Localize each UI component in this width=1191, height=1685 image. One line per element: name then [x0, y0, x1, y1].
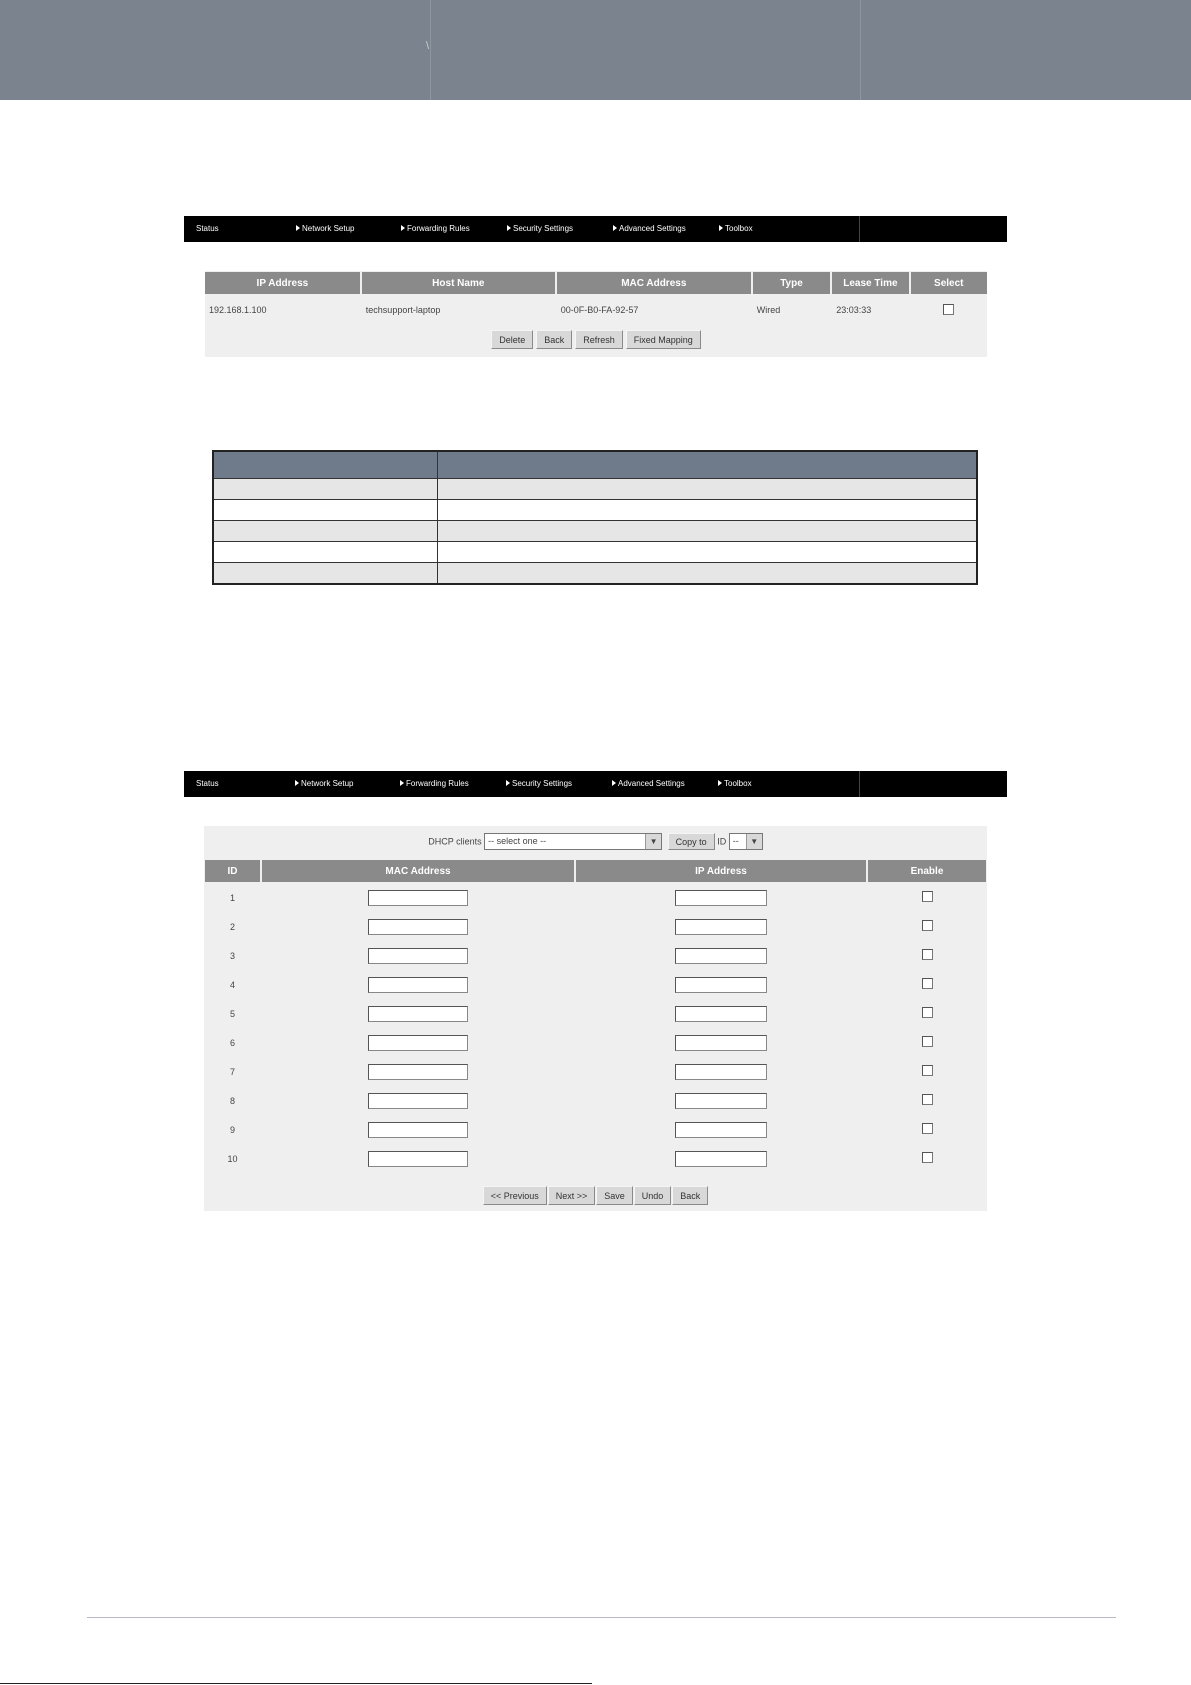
table-row	[205, 1116, 986, 1143]
previous-button[interactable]: << Previous	[483, 1186, 547, 1205]
next-button[interactable]: Next >>	[548, 1186, 596, 1205]
cell-id: 5	[229, 1008, 235, 1019]
dhcp-clients-select-value: -- select one --	[488, 836, 547, 846]
table-row	[205, 1087, 986, 1114]
delete-button[interactable]: Delete	[491, 330, 533, 349]
mac-address-input[interactable]	[368, 1064, 468, 1080]
cell-type: Wired	[756, 305, 781, 315]
cell-id: 9	[229, 1124, 235, 1135]
enable-checkbox[interactable]	[922, 978, 933, 989]
enable-checkbox[interactable]	[922, 1036, 933, 1047]
spec-cell	[437, 563, 977, 585]
spec-cell	[437, 521, 977, 542]
table-row	[205, 1058, 986, 1085]
spec-cell	[213, 563, 437, 585]
enable-checkbox[interactable]	[922, 891, 933, 902]
arrow-right-icon	[296, 225, 300, 231]
spec-cell	[213, 479, 437, 500]
column-header-ip-address: IP Address	[576, 860, 866, 882]
table-row	[205, 1029, 986, 1056]
spec-row	[213, 521, 977, 542]
ip-address-input[interactable]	[675, 1122, 767, 1138]
cell-enable	[868, 884, 986, 911]
column-header-host-name: Host Name	[362, 272, 555, 294]
select-checkbox[interactable]	[943, 304, 954, 315]
enable-checkbox[interactable]	[922, 949, 933, 960]
table-row	[205, 1145, 986, 1172]
arrow-right-icon	[295, 780, 299, 786]
cell-id: 8	[229, 1095, 235, 1106]
cell-mac-address	[262, 1087, 574, 1114]
ip-address-input[interactable]	[675, 1035, 767, 1051]
dhcp-clients-table	[203, 270, 989, 326]
spec-cell	[437, 479, 977, 500]
id-label: ID	[717, 836, 727, 847]
cell-mac-address	[262, 1058, 574, 1085]
mac-address-input[interactable]	[368, 977, 468, 993]
cell-id: 10	[227, 1153, 238, 1164]
table-row	[205, 1000, 986, 1027]
enable-checkbox[interactable]	[922, 920, 933, 931]
table-row	[205, 884, 986, 911]
column-header-ip-address: IP Address	[205, 272, 360, 294]
nav-item-forwarding-rules[interactable]: Forwarding Rules	[400, 771, 469, 797]
cell-select	[911, 296, 987, 324]
arrow-right-icon	[507, 225, 511, 231]
mac-address-input[interactable]	[368, 1006, 468, 1022]
ip-address-input[interactable]	[675, 1064, 767, 1080]
spec-row	[213, 563, 977, 585]
nav-bar	[184, 771, 1007, 797]
dhcp-clients-label: DHCP clients	[428, 836, 482, 847]
cell-ip-address	[576, 971, 866, 998]
column-header-select: Select	[911, 272, 987, 294]
cell-id: 4	[229, 979, 235, 990]
id-select-value: --	[732, 836, 739, 846]
table-row	[205, 296, 987, 324]
column-header-lease-time: Lease Time	[832, 272, 908, 294]
cell-mac-address	[262, 1000, 574, 1027]
cell-ip-address	[576, 1000, 866, 1027]
nav-item-toolbox[interactable]: Toolbox	[719, 216, 753, 242]
nav-bar	[184, 216, 1007, 242]
cell-ip-address	[576, 884, 866, 911]
copy-toolbar	[204, 833, 987, 853]
mac-address-input[interactable]	[368, 1151, 468, 1167]
cell-ip-address	[576, 913, 866, 940]
footer-rule	[87, 1617, 1116, 1618]
mac-address-input[interactable]	[368, 1122, 468, 1138]
enable-checkbox[interactable]	[922, 1123, 933, 1134]
cell-enable	[868, 1029, 986, 1056]
ip-address-input[interactable]	[675, 1006, 767, 1022]
spec-row	[213, 542, 977, 563]
mac-address-input[interactable]	[368, 1093, 468, 1109]
undo-button[interactable]: Undo	[634, 1186, 672, 1205]
cell-host-name: techsupport-laptop	[365, 305, 441, 315]
banner-divider	[860, 0, 861, 100]
cell-enable	[868, 913, 986, 940]
cell-mac-address	[262, 1029, 574, 1056]
enable-checkbox[interactable]	[922, 1065, 933, 1076]
cell-mac-address	[262, 1116, 574, 1143]
back-button[interactable]: Back	[672, 1186, 708, 1205]
ip-address-input[interactable]	[675, 1093, 767, 1109]
arrow-right-icon	[506, 780, 510, 786]
mac-address-input[interactable]	[368, 919, 468, 935]
table-row	[205, 942, 986, 969]
cell-ip-address	[576, 1116, 866, 1143]
column-header-type: Type	[753, 272, 830, 294]
cell-id: 1	[229, 892, 235, 903]
fixed-mapping-button[interactable]: Fixed Mapping	[626, 330, 701, 349]
arrow-right-icon	[612, 780, 616, 786]
mapping-rows	[205, 884, 986, 1172]
ip-address-input[interactable]	[675, 890, 767, 906]
spec-cell	[437, 500, 977, 521]
nav-item-advanced-settings[interactable]: Advanced Settings	[612, 771, 685, 797]
nav-item-network-setup[interactable]: Network Setup	[296, 216, 354, 242]
column-header-enable: Enable	[868, 860, 986, 882]
cell-enable	[868, 1116, 986, 1143]
column-header-mac-address: MAC Address	[557, 272, 751, 294]
cell-ip-address	[576, 1029, 866, 1056]
mac-address-input[interactable]	[368, 1035, 468, 1051]
table-row	[205, 913, 986, 940]
ip-address-input[interactable]	[675, 1151, 767, 1167]
chevron-down-icon[interactable]: ▼	[746, 834, 762, 849]
cell-id: 6	[229, 1037, 235, 1048]
cell-ip-address	[576, 1087, 866, 1114]
nav-divider	[859, 216, 860, 242]
ip-address-input[interactable]	[675, 977, 767, 993]
spec-header-row	[213, 451, 977, 479]
copy-to-button[interactable]: Copy to	[668, 833, 715, 850]
spec-cell	[437, 451, 977, 479]
ip-address-input[interactable]	[675, 948, 767, 964]
refresh-button[interactable]: Refresh	[575, 330, 623, 349]
spec-cell	[213, 521, 437, 542]
chevron-down-icon[interactable]: ▼	[645, 834, 661, 849]
cell-mac-address	[262, 971, 574, 998]
enable-checkbox[interactable]	[922, 1007, 933, 1018]
clients-button-row	[205, 330, 987, 349]
banner-divider	[430, 0, 431, 100]
ip-address-input[interactable]	[675, 919, 767, 935]
cell-enable	[868, 1058, 986, 1085]
nav-divider	[859, 771, 860, 797]
footer-rule	[0, 1683, 592, 1684]
nav-item-forwarding-rules[interactable]: Forwarding Rules	[401, 216, 470, 242]
cell-mac-address	[262, 913, 574, 940]
mapping-button-row	[204, 1186, 987, 1205]
cell-mac-address: 00-0F-B0-FA-92-57	[560, 305, 639, 315]
mac-address-input[interactable]	[368, 890, 468, 906]
arrow-right-icon	[401, 225, 405, 231]
id-select[interactable]	[729, 833, 763, 850]
spec-cell	[213, 451, 437, 479]
arrow-right-icon	[718, 780, 722, 786]
cell-ip-address: 192.168.1.100	[209, 305, 267, 315]
cell-ip-address	[576, 1058, 866, 1085]
table-header-row	[205, 860, 986, 882]
spec-cell	[213, 500, 437, 521]
dhcp-clients-select[interactable]	[484, 833, 662, 850]
arrow-right-icon	[613, 225, 617, 231]
nav-item-toolbox[interactable]: Toolbox	[718, 771, 752, 797]
cell-enable	[868, 1000, 986, 1027]
cell-mac-address	[262, 884, 574, 911]
cell-mac-address	[262, 1145, 574, 1172]
column-header-mac-address: MAC Address	[262, 860, 574, 882]
nav-item-network-setup[interactable]: Network Setup	[295, 771, 353, 797]
arrow-right-icon	[719, 225, 723, 231]
fixed-mapping-table	[203, 858, 988, 1174]
nav-item-status[interactable]: Status	[196, 224, 219, 233]
nav-item-security-settings[interactable]: Security Settings	[507, 216, 573, 242]
nav-item-advanced-settings[interactable]: Advanced Settings	[613, 216, 686, 242]
save-button[interactable]: Save	[596, 1186, 633, 1205]
back-button[interactable]: Back	[536, 330, 572, 349]
cell-ip-address	[576, 942, 866, 969]
cell-enable	[868, 1087, 986, 1114]
column-header-id: ID	[205, 860, 260, 882]
nav-item-status[interactable]: Status	[196, 779, 219, 788]
spec-cell	[437, 542, 977, 563]
cell-mac-address	[262, 942, 574, 969]
cell-ip-address	[576, 1145, 866, 1172]
cell-enable	[868, 942, 986, 969]
empty-spec-table	[212, 450, 978, 585]
table-row	[205, 971, 986, 998]
enable-checkbox[interactable]	[922, 1094, 933, 1105]
cell-id: 2	[229, 921, 235, 932]
arrow-right-icon	[400, 780, 404, 786]
spec-row	[213, 479, 977, 500]
cell-enable	[868, 971, 986, 998]
enable-checkbox[interactable]	[922, 1152, 933, 1163]
cell-lease-time: 23:03:33	[836, 305, 872, 315]
mac-address-input[interactable]	[368, 948, 468, 964]
page-banner	[0, 0, 1191, 100]
spec-row	[213, 500, 977, 521]
spec-cell	[213, 542, 437, 563]
cell-enable	[868, 1145, 986, 1172]
nav-item-security-settings[interactable]: Security Settings	[506, 771, 572, 797]
cell-id: 3	[229, 950, 235, 961]
table-header-row	[205, 272, 987, 294]
banner-mark: \	[426, 40, 430, 52]
cell-id: 7	[229, 1066, 235, 1077]
